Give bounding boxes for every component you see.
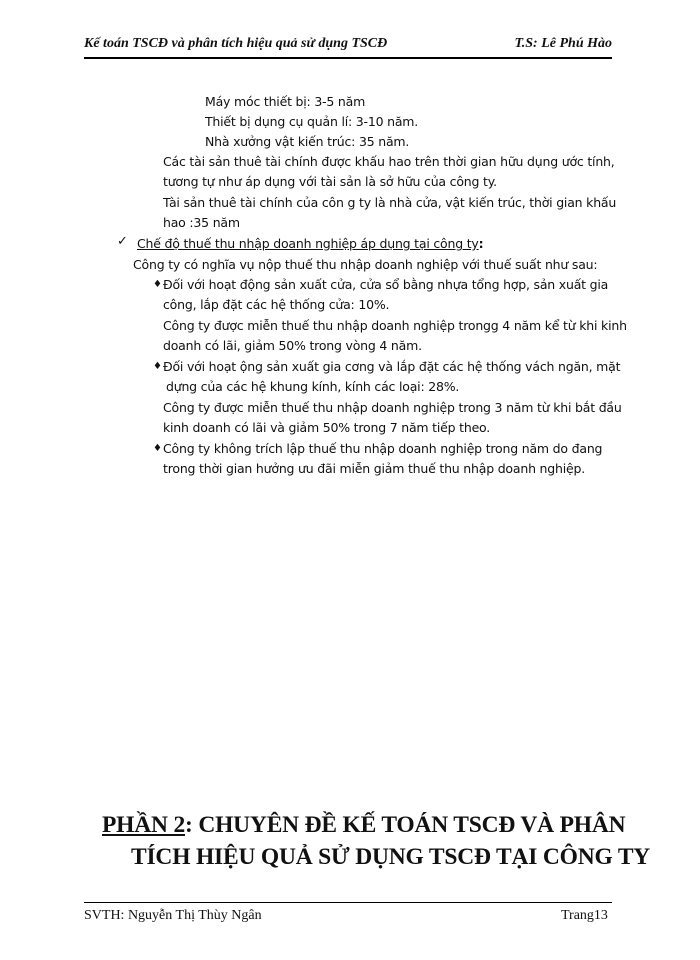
paragraph-line: tương tự như áp dụng với tài sản là sở hữu của công ty. <box>163 174 497 189</box>
diamond-bullet-icon: ♦ <box>153 361 162 372</box>
footer-page-number: Trang13 <box>561 908 608 923</box>
tax-heading-colon: : <box>478 236 484 251</box>
part-title-rest: : CHUYÊN ĐỀ KẾ TOÁN TSCĐ VÀ PHÂN <box>185 812 626 838</box>
bullet2-line: Công ty được miễn thuế thu nhập doanh nghiệp trong 3 năm từ khi bắt đầu <box>163 400 622 415</box>
bullet1-line: Công ty được miễn thuế thu nhập doanh nghiệp trongg 4 năm kể từ khi kinh <box>163 318 627 333</box>
bullet2-line: dựng của các hệ khung kính, kính các loại: 28%. <box>166 379 460 394</box>
bullet1-line: Đối với hoạt động sản xuất cửa, cửa sổ bằng nhựa tổng hợp, sản xuất gia <box>163 277 609 292</box>
depreciation-tools: Thiết bị dụng cụ quản lí: 3-10 năm. <box>205 114 419 129</box>
diamond-bullet-icon: ♦ <box>153 279 162 290</box>
header-author: T.S: Lê Phú Hào <box>514 36 612 51</box>
part-title-line2: TÍCH HIỆU QUẢ SỬ DỤNG TSCĐ TẠI CÔNG TY <box>131 844 651 870</box>
page-header <box>84 36 612 58</box>
bullet3-line: trong thời gian hưởng ưu đãi miễn giảm thuế thu nhập doanh nghiệp. <box>163 461 586 476</box>
bullet3-line: Công ty không trích lập thuế thu nhập doanh nghiệp trong năm do đang <box>163 441 603 456</box>
footer-student: SVTH: Nguyễn Thị Thùy Ngân <box>84 908 262 923</box>
part-title-line1 <box>102 812 625 839</box>
part-label: PHẦN 2 <box>102 812 186 838</box>
diamond-bullet-icon: ♦ <box>153 443 162 454</box>
bullet2-line: kinh doanh có lãi và giảm 50% trong 7 năm tiếp theo. <box>163 420 491 435</box>
tax-intro: Công ty có nghĩa vụ nộp thuế thu nhập doanh nghiệp với thuế suất như sau: <box>133 257 598 272</box>
header-rule <box>84 57 612 59</box>
depreciation-buildings: Nhà xưởng vật kiến trúc: 35 năm. <box>205 134 410 149</box>
paragraph-line: Các tài sản thuê tài chính được khấu hao trên thời gian hữu dụng ước tính, <box>163 154 615 169</box>
check-icon: ✓ <box>117 234 128 249</box>
bullet1-line: công, lắp đặt các hệ thống cửa: 10%. <box>163 297 390 312</box>
paragraph-line: hao :35 năm <box>163 215 240 230</box>
footer-rule <box>84 902 612 903</box>
depreciation-machinery: Máy móc thiết bị: 3-5 năm <box>205 94 366 109</box>
bullet2-line: Đối với hoạt ộng sản xuất gia cơng và lắp đặt các hệ thống vách ngăn, mặt <box>163 359 621 374</box>
header-title: Kế toán TSCĐ và phân tích hiệu quả sử dụng TSCĐ <box>84 36 388 51</box>
bullet1-line: doanh có lãi, giảm 50% trong vòng 4 năm. <box>163 338 422 353</box>
tax-heading-text: Chế độ thuế thu nhập doanh nghiệp áp dụng tại công ty <box>137 236 479 251</box>
tax-heading <box>137 236 483 251</box>
paragraph-line: Tài sản thuê tài chính của côn g ty là nhà cửa, vật kiến trúc, thời gian khấu <box>163 195 617 210</box>
